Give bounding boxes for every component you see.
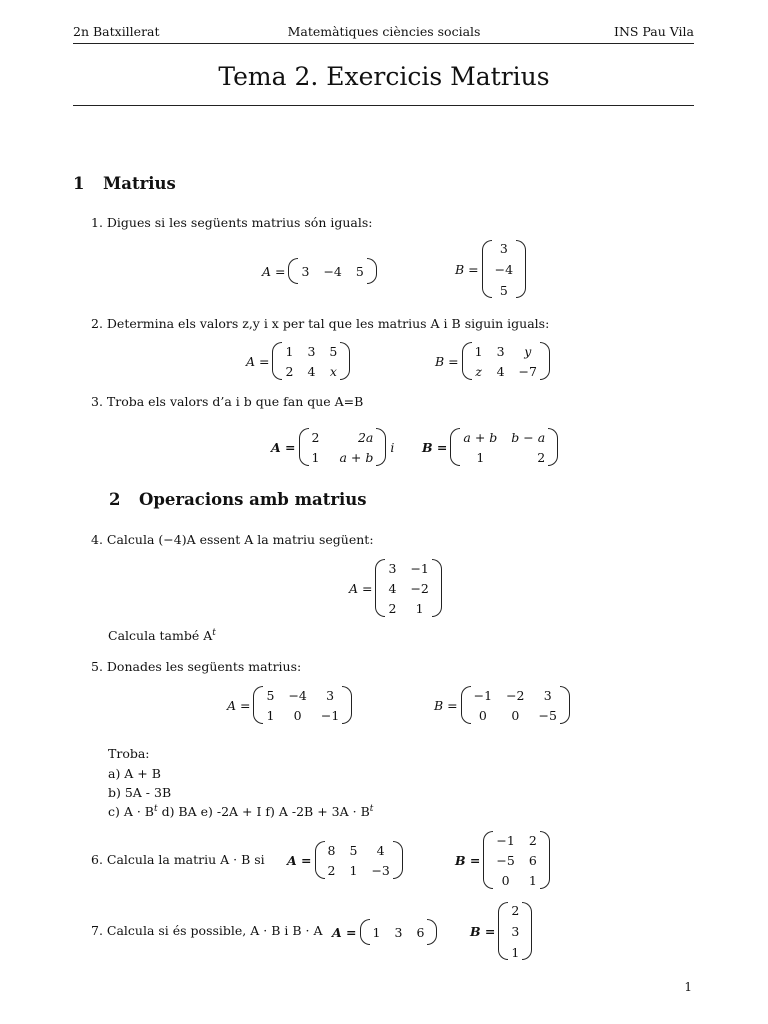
ex5-item-c-part: c) A · B <box>108 804 154 820</box>
ex1-matrix-a <box>262 258 377 284</box>
ex2-b-grid <box>472 344 540 379</box>
ex4-also-label: Calcula també A <box>108 628 213 644</box>
right-paren <box>540 342 550 380</box>
matrix-cell: 3 <box>388 560 397 576</box>
header-left: 2n Batxillerat <box>73 24 160 39</box>
matrix-cell: b − a <box>511 429 546 445</box>
matrix-cell: y <box>524 343 532 359</box>
ex6-b-grid <box>493 833 539 888</box>
ex7-a-label: A = <box>332 924 357 940</box>
ex3-conjunction: i <box>390 439 395 455</box>
ex7-matrix-a <box>332 919 437 945</box>
exercise-5-text: 5. Donades les següents matrius: <box>91 659 302 674</box>
header-right: INS Pau Vila <box>614 24 694 39</box>
right-paren <box>427 919 437 945</box>
ex5-matrix-a <box>227 686 352 724</box>
matrix-cell: 1 <box>266 707 275 723</box>
section-1-number: 1 <box>73 174 85 193</box>
ex6-matrix-a <box>287 841 403 879</box>
matrix-cell: x <box>329 363 337 379</box>
header-rule <box>73 43 694 44</box>
ex5-item-f-superscript: t <box>369 804 374 814</box>
left-paren <box>288 258 298 284</box>
ex6-a-label: A = <box>287 852 312 868</box>
right-paren <box>376 428 386 466</box>
left-paren <box>461 686 471 724</box>
left-paren <box>272 342 282 380</box>
matrix-cell: 1 <box>511 944 520 960</box>
matrix-cell: 2a <box>357 429 374 445</box>
matrix-cell: 6 <box>528 852 537 868</box>
matrix-cell: 2 <box>311 429 320 445</box>
ex4-a-grid <box>385 561 431 616</box>
header-center: Matemàtiques ciències socials <box>287 24 481 39</box>
matrix-cell: 1 <box>476 449 485 465</box>
matrix-cell: −5 <box>496 852 515 868</box>
matrix-cell: 0 <box>501 872 510 888</box>
left-paren <box>253 686 263 724</box>
matrix-cell: 4 <box>496 363 505 379</box>
ex2-b-label: B = <box>435 353 459 369</box>
section-2-title: Operacions amb matrius <box>139 490 367 509</box>
left-paren <box>360 919 370 945</box>
ex5-item-c-superscript: t <box>153 804 158 814</box>
ex5-item-def-part: d) BA e) -2A + I f) A -2B + 3A · B <box>157 804 370 820</box>
exercise-1-text: 1. Digues si les següents matrius són iguals: <box>91 215 373 230</box>
ex5-item-b: b) 5A - 3B <box>108 785 172 800</box>
left-paren <box>299 428 309 466</box>
ex5-find-label: Troba: <box>108 746 150 761</box>
matrix-cell: 0 <box>511 707 520 723</box>
right-paren <box>522 902 532 960</box>
matrix-cell: 0 <box>293 707 302 723</box>
right-paren <box>548 428 558 466</box>
left-paren <box>483 831 493 889</box>
matrix-cell: 0 <box>478 707 487 723</box>
ex5-b-label: B = <box>434 697 458 713</box>
ex5-b-grid <box>471 688 560 723</box>
ex5-matrix-b <box>434 686 570 724</box>
matrix-cell: 2 <box>528 832 537 848</box>
ex2-matrix-b <box>435 342 550 380</box>
ex1-matrix-b <box>455 240 526 298</box>
left-paren <box>375 559 385 617</box>
ex3-a-label: A = <box>271 439 296 455</box>
right-paren <box>516 240 526 298</box>
matrix-cell: 8 <box>327 842 336 858</box>
matrix-cell: 1 <box>474 343 483 359</box>
matrix-cell: 5 <box>266 687 275 703</box>
title-rule <box>73 105 694 106</box>
exercise-2-text: 2. Determina els valors z,y i x per tal que les matrius A i B siguin iguals: <box>91 316 550 331</box>
matrix-cell: z <box>475 363 482 379</box>
matrix-cell: −7 <box>518 363 537 379</box>
matrix-cell: 1 <box>311 449 320 465</box>
matrix-cell: 5 <box>329 343 338 359</box>
matrix-cell: −3 <box>371 862 390 878</box>
matrix-cell: 2 <box>327 862 336 878</box>
ex7-b-label: B = <box>470 923 496 939</box>
ex5-item-c <box>108 804 373 819</box>
ex1-a-grid <box>298 264 366 279</box>
matrix-cell: 2 <box>537 449 546 465</box>
matrix-cell: 4 <box>307 363 316 379</box>
matrix-cell: −1 <box>473 687 493 703</box>
left-paren <box>498 902 508 960</box>
matrix-cell: −2 <box>506 687 525 703</box>
ex3-matrix-a <box>271 428 394 466</box>
section-1-heading <box>73 174 176 193</box>
page-title: Tema 2. Exercicis Matrius <box>218 62 550 91</box>
matrix-cell: 1 <box>415 600 424 616</box>
exercise-4-text: 4. Calcula (−4)A essent A la matriu següent: <box>91 532 374 547</box>
ex2-a-grid <box>282 344 340 379</box>
ex1-b-grid <box>492 241 516 298</box>
ex4-also-superscript: t <box>212 628 216 638</box>
ex4-matrix-a <box>349 559 442 617</box>
ex4-also-text <box>108 628 216 643</box>
ex3-b-grid <box>460 430 548 465</box>
matrix-cell: a + b <box>463 429 498 445</box>
ex3-b-label: B = <box>422 439 448 455</box>
matrix-cell: 6 <box>416 924 425 940</box>
ex1-b-label: B = <box>455 261 479 277</box>
matrix-cell: 5 <box>499 282 508 298</box>
exercise-3-text: 3. Troba els valors d’a i b que fan que A=B <box>91 394 364 409</box>
exercise-6-text: 6. Calcula la matriu A · B si <box>91 852 265 867</box>
ex7-b-grid <box>508 903 522 960</box>
ex6-matrix-b <box>455 831 550 889</box>
section-2-heading <box>109 490 367 509</box>
exercise-7-text: 7. Calcula si és possible, A · B i B · A <box>91 923 323 938</box>
matrix-cell: 3 <box>543 687 552 703</box>
matrix-cell: −1 <box>320 707 340 723</box>
ex5-a-grid <box>263 688 342 723</box>
matrix-cell: a + b <box>339 449 374 465</box>
matrix-cell: 2 <box>285 363 294 379</box>
section-1-title: Matrius <box>103 174 176 193</box>
page-number: 1 <box>684 980 692 994</box>
ex7-matrix-b <box>470 902 532 960</box>
matrix-cell: −4 <box>288 687 307 703</box>
left-paren <box>462 342 472 380</box>
matrix-cell: 5 <box>355 263 364 279</box>
matrix-cell: 3 <box>394 924 403 940</box>
matrix-cell: 3 <box>307 343 316 359</box>
ex3-matrix-b <box>422 428 558 466</box>
matrix-cell: 2 <box>388 600 397 616</box>
matrix-cell: 3 <box>499 240 508 256</box>
right-paren <box>340 342 350 380</box>
left-paren <box>482 240 492 298</box>
right-paren <box>560 686 570 724</box>
matrix-cell: −5 <box>538 707 557 723</box>
matrix-cell: 2 <box>511 902 520 918</box>
ex2-a-label: A = <box>246 353 270 369</box>
right-paren <box>393 841 403 879</box>
matrix-cell: 3 <box>326 687 335 703</box>
matrix-cell: −4 <box>323 263 342 279</box>
section-2-number: 2 <box>109 490 121 509</box>
right-paren <box>432 559 442 617</box>
matrix-cell: 4 <box>376 842 385 858</box>
ex7-a-grid <box>370 925 428 940</box>
matrix-cell: −1 <box>496 832 515 848</box>
right-paren <box>342 686 352 724</box>
matrix-cell: 3 <box>511 923 520 939</box>
matrix-cell: 5 <box>349 842 358 858</box>
matrix-cell: 4 <box>388 580 397 596</box>
ex6-a-grid <box>325 843 393 878</box>
matrix-cell: 1 <box>285 343 294 359</box>
matrix-cell: −2 <box>410 580 429 596</box>
right-paren <box>540 831 550 889</box>
ex2-matrix-a <box>246 342 350 380</box>
matrix-cell: −1 <box>410 560 429 576</box>
matrix-cell: 1 <box>349 862 358 878</box>
ex5-a-label: A = <box>227 697 251 713</box>
left-paren <box>315 841 325 879</box>
right-paren <box>367 258 377 284</box>
ex5-item-a: a) A + B <box>108 766 161 781</box>
matrix-cell: 3 <box>496 343 505 359</box>
ex6-b-label: B = <box>455 852 481 868</box>
matrix-cell: 1 <box>372 924 381 940</box>
matrix-cell: 3 <box>301 263 310 279</box>
matrix-cell: 1 <box>528 872 537 888</box>
ex4-a-label: A = <box>349 580 373 596</box>
ex1-a-label: A = <box>262 263 286 279</box>
ex3-a-grid <box>309 430 377 465</box>
left-paren <box>450 428 460 466</box>
matrix-cell: −4 <box>494 261 514 277</box>
